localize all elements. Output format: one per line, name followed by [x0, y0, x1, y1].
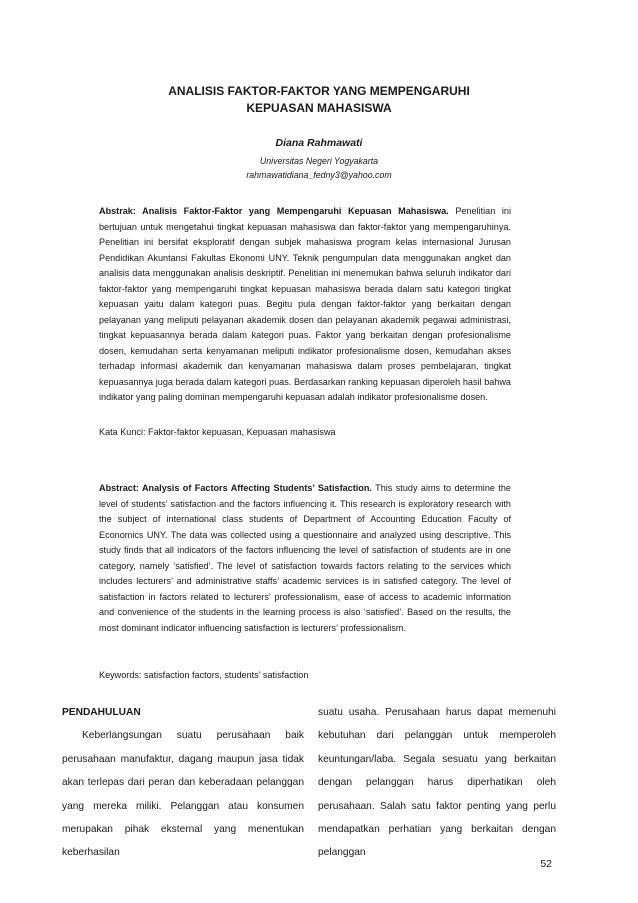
body-text-left: Keberlangsungan suatu perusahaan baik perusahaan manufaktur, dagang maupun jasa tidak akan terlepas dari peran dan keberadaan pelanggan yang mereka miliki. Pelanggan atau konsumen merupakan pihak eksternal yang menentukan keberhasilan: [62, 730, 304, 859]
affiliation: Universitas Negeri Yogyakarta: [259, 156, 379, 166]
abstract-en-paragraph: [99, 481, 511, 636]
abstrak-paragraph: [99, 204, 511, 406]
column-left: [62, 701, 304, 865]
keywords: Keywords: satisfaction factors, students’ satisfaction: [99, 670, 309, 680]
title-line-2: KEPUASAN MAHASISWA: [246, 101, 392, 115]
author-email[interactable]: rahmawatidiana_fedny3@yahoo.com: [246, 170, 392, 180]
column-right: [318, 701, 556, 865]
title-line-1: ANALISIS FAKTOR-FAKTOR YANG MEMPENGARUHI: [168, 84, 470, 98]
page-number: 52: [540, 858, 552, 870]
abstract-en-label: Abstract: Analysis of Factors Affecting Students’ Satisfaction.: [99, 483, 372, 493]
author-name: Diana Rahmawati: [275, 137, 363, 149]
abstrak-text: Penelitian ini bertujuan untuk mengetahui tingkat kepuasan mahasiswa dan faktor-faktor yang mempengaruhinya. Penelitian ini bersifat eksploratif dengan subjek mahasiswa program kelas internasional Jurusan Pendidikan Akuntansi Fakultas Ekonomi UNY. Teknik pengumpulan data menggunakan angket dan analisis data menggunakan analisis deskriptif. Penelitian ini menemukan bahwa seluruh indikator dari faktor-faktor yang mempengaruhi tingkat kepuasan mahasiswa berada dalam satu kategori tingkat kepuasan yaitu dalam kategori puas. Begitu pula dengan faktor-faktor yang berkaitan dengan pelayanan yang meliputi pelayanan akademik dosen dan pelayanan akademik pegawai administrasi, tingkat kepuasannya berada dalam kategori puas. Faktor yang berkaitan dengan profesionalisme dosen, kemudahan serta kenyamanan meliputi indikator profesionalisme dosen, kemudahan akses terhadap informasi akademik dan kenyamanan mahasiswa dalam proses pembelajaran, tingkat kepuasannya juga berada dalam kategori puas. Berdasarkan ranking kepuasan diperoleh hasil bahwa indikator yang paling dominan mempengaruhi kepuasan adalah indikator profesionalisme dosen.: [99, 206, 511, 402]
abstrak-label: Abstrak: Analisis Faktor-Faktor yang Mempengaruhi Kepuasan Mahasiswa.: [99, 206, 449, 216]
abstract-en-text: This study aims to determine the level of students’ satisfaction and the factors influencing it. This research is exploratory research with the subject of international class students of Department of Accounting Education Faculty of Economics UNY. The data was collected using a questionnaire and analyzed using descriptive. This study finds that all indicators of the factors influencing the level of satisfaction of students are in one category, namely ‘satisfied’. The level of satisfaction towards factors relating to the services which includes lecturers’ and administrative staffs’ academic services is in satisfied category. The level of satisfaction in factors related to lecturers’ professionalism, ease of access to academic information and convenience of the students in the learning process is also ‘satisfied’. Based on the results, the most dominant indicator influencing satisfaction is lecturers’ professionalism.: [99, 483, 511, 633]
section-heading: PENDAHULUAN: [62, 707, 141, 718]
kata-kunci: Kata Kunci: Faktor-faktor kepuasan, Kepuasan mahasiswa: [99, 427, 336, 437]
body-text-right: suatu usaha. Perusahaan harus dapat memenuhi kebutuhan dari pelanggan untuk memperoleh keuntungan/laba. Segala sesuatu yang berkaitan dengan pelanggan harus diperhatikan oleh perusahaan. Salah satu faktor penting yang perlu mendapatkan perhatian yang berkaitan dengan pelanggan: [318, 707, 556, 859]
